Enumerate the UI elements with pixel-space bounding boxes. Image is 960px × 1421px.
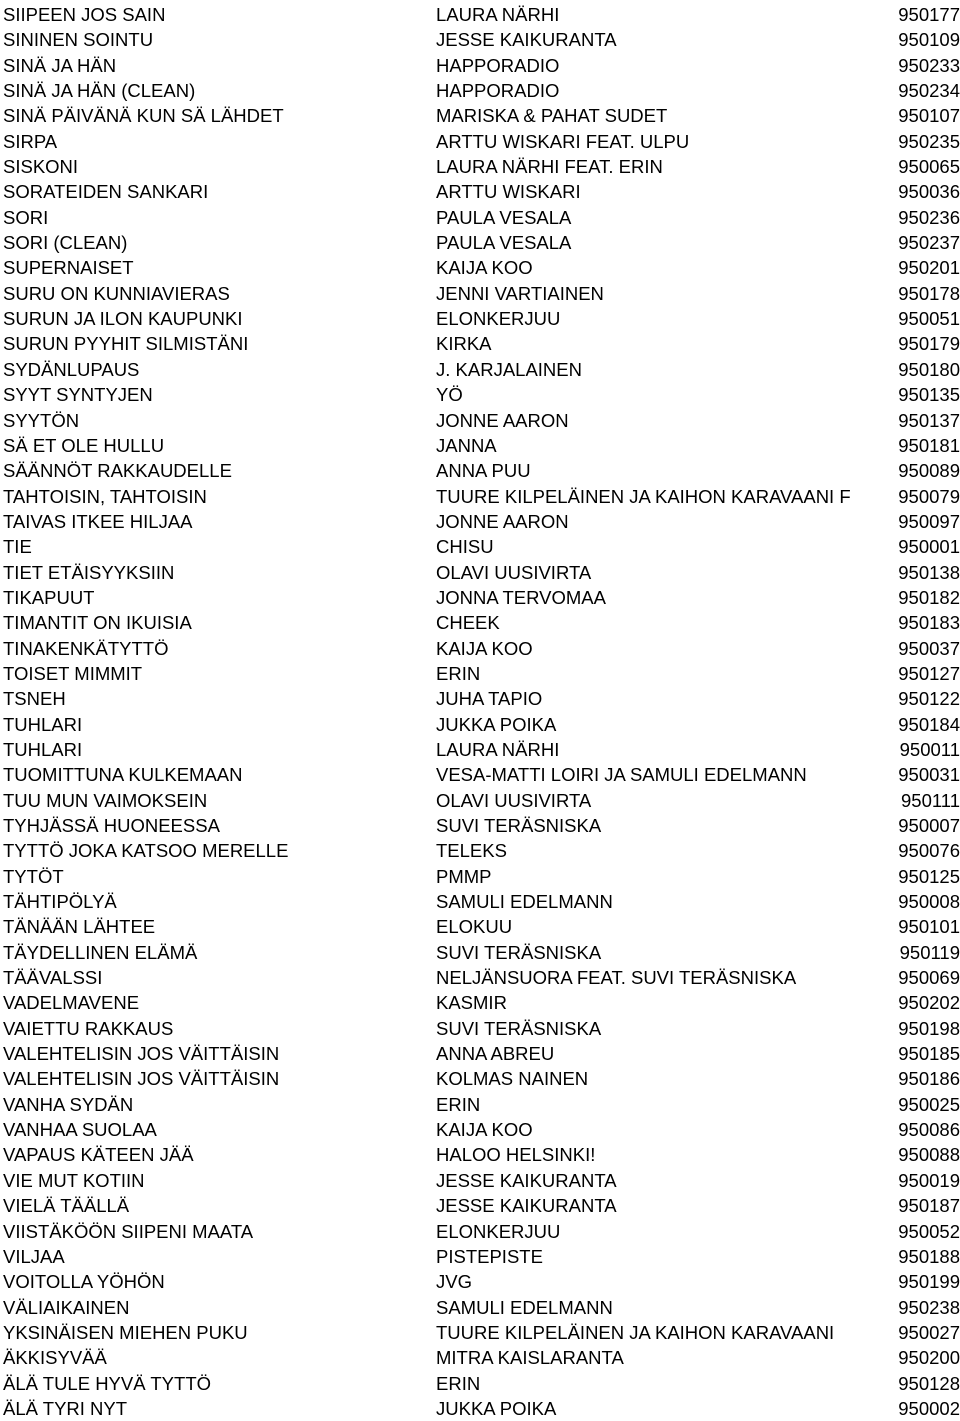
- song-artist: JONNA TERVOMAA: [436, 586, 606, 608]
- song-code: 950237: [893, 230, 960, 255]
- song-title: SÄ ET OLE HULLU: [3, 434, 165, 456]
- song-artist: KAIJA KOO: [436, 1119, 533, 1141]
- song-title: ÄLÄ TULE HYVÄ TYTTÖ: [3, 1372, 212, 1394]
- song-title: SURUN JA ILON KAUPUNKI: [3, 308, 243, 330]
- song-title: TYTÖT: [3, 865, 64, 887]
- song-title: VÄLIAIKAINEN: [3, 1296, 130, 1318]
- song-code: 950076: [893, 838, 960, 863]
- song-row: [0, 940, 960, 965]
- song-row: [0, 585, 960, 610]
- song-artist: SAMULI EDELMANN: [436, 1296, 613, 1318]
- song-artist: JONNE AARON: [436, 510, 569, 532]
- song-artist: SUVI TERÄSNISKA: [436, 815, 602, 836]
- song-title: TIET ETÄISYYKSIIN: [3, 561, 175, 583]
- song-title: TAIVAS ITKEE HILJAA: [3, 510, 193, 532]
- song-row: [0, 1371, 960, 1396]
- song-title: TYTTÖ JOKA KATSOO MERELLE: [3, 840, 289, 862]
- song-title: SIIPEEN JOS SAIN: [3, 4, 166, 25]
- song-row: [0, 331, 960, 356]
- song-code: 950236: [893, 205, 960, 230]
- song-code: 950031: [893, 762, 960, 787]
- song-row: [0, 53, 960, 78]
- song-row: [0, 1168, 960, 1193]
- song-row: [0, 281, 960, 306]
- song-title: TÄYDELLINEN ELÄMÄ: [3, 941, 198, 963]
- song-code: 950101: [893, 914, 960, 939]
- song-title: VIELÄ TÄÄLLÄ: [3, 1195, 130, 1217]
- song-artist: JANNA: [436, 434, 497, 456]
- song-code: 950186: [893, 1066, 960, 1091]
- song-artist: ERIN: [436, 662, 481, 684]
- song-artist: ELOKUU: [436, 916, 513, 938]
- song-artist: KAIJA KOO: [436, 637, 533, 659]
- song-row: [0, 458, 960, 483]
- song-artist: JENNI VARTIAINEN: [436, 282, 604, 304]
- song-row: [0, 965, 960, 990]
- song-artist: NELJÄNSUORA FEAT. SUVI TERÄSNISKA: [436, 967, 797, 989]
- song-row: [0, 1092, 960, 1117]
- song-title: TUOMITTUNA KULKEMAAN: [3, 764, 243, 786]
- song-row: [0, 686, 960, 711]
- song-code: 950234: [893, 78, 960, 103]
- song-row: [0, 864, 960, 889]
- song-row: [0, 129, 960, 154]
- song-row: [0, 534, 960, 559]
- song-row: [0, 382, 960, 407]
- song-artist: KAIJA KOO: [436, 257, 533, 279]
- song-code: 950109: [893, 27, 960, 52]
- song-row: [0, 813, 960, 838]
- song-code: 950122: [893, 686, 960, 711]
- song-title: TAHTOISIN, TAHTOISIN: [3, 485, 207, 507]
- song-row: [0, 788, 960, 813]
- song-row: [0, 1396, 960, 1421]
- song-title: TIKAPUUT: [3, 586, 95, 608]
- song-artist: JUKKA POIKA: [436, 713, 557, 735]
- song-title: VANHA SYDÄN: [3, 1093, 134, 1115]
- song-row: [0, 762, 960, 787]
- song-code: 950235: [893, 129, 960, 154]
- song-artist: TUURE KILPELÄINEN JA KAIHON KARAVAANI: [436, 1321, 835, 1343]
- song-artist: VESA-MATTI LOIRI JA SAMULI EDELMANN: [436, 764, 807, 786]
- song-title: TÄHTIPÖLYÄ: [3, 891, 117, 913]
- song-artist: CHEEK: [436, 612, 500, 634]
- song-row: [0, 661, 960, 686]
- song-artist: KIRKA: [436, 333, 492, 355]
- song-code: 950185: [893, 1041, 960, 1066]
- song-row: [0, 484, 960, 509]
- song-artist: LAURA NÄRHI: [436, 738, 560, 760]
- song-title: TOISET MIMMIT: [3, 662, 143, 684]
- song-artist: OLAVI UUSIVIRTA: [436, 561, 592, 583]
- song-row: [0, 610, 960, 635]
- song-row: [0, 636, 960, 661]
- song-row: [0, 889, 960, 914]
- song-title: TUHLARI: [3, 738, 83, 760]
- song-title: TINAKENKÄTYTTÖ: [3, 637, 169, 659]
- song-artist: KOLMAS NAINEN: [436, 1068, 589, 1090]
- song-title: TUHLARI: [3, 713, 83, 735]
- song-artist: LAURA NÄRHI: [436, 4, 560, 25]
- song-code: 950011: [893, 737, 960, 762]
- song-artist: JVG: [436, 1271, 472, 1293]
- song-artist: JUKKA POIKA: [436, 1397, 557, 1419]
- song-code: 950238: [893, 1295, 960, 1320]
- song-artist: PAULA VESALA: [436, 206, 572, 228]
- song-code: 950233: [893, 53, 960, 78]
- song-title: TUU MUN VAIMOKSEIN: [3, 789, 208, 811]
- song-title: SURU ON KUNNIAVIERAS: [3, 282, 230, 304]
- song-row: [0, 838, 960, 863]
- song-row: [0, 154, 960, 179]
- song-title: VILJAA: [3, 1245, 65, 1267]
- song-title: SORI (CLEAN): [3, 232, 128, 254]
- song-artist: YÖ: [436, 384, 463, 406]
- song-artist: LAURA NÄRHI FEAT. ERIN: [436, 156, 663, 178]
- song-artist: ARTTU WISKARI: [436, 181, 581, 203]
- song-title: TÄÄVALSSI: [3, 967, 103, 989]
- song-artist: CHISU: [436, 536, 494, 558]
- song-code: 950088: [893, 1142, 960, 1167]
- song-title: TIE: [3, 536, 32, 558]
- song-code: 950138: [893, 560, 960, 585]
- song-artist: ELONKERJUU: [436, 308, 561, 330]
- song-row: [0, 179, 960, 204]
- song-row: [0, 990, 960, 1015]
- song-title: SURUN PYYHIT SILMISTÄNI: [3, 333, 249, 355]
- song-title: SISKONI: [3, 156, 79, 178]
- song-title: SINÄ JA HÄN: [3, 54, 117, 76]
- song-code: 950187: [893, 1193, 960, 1218]
- song-code: 950177: [893, 2, 960, 27]
- song-code: 950086: [893, 1117, 960, 1142]
- song-code: 950135: [893, 382, 960, 407]
- song-code: 950202: [893, 990, 960, 1015]
- song-artist: ARTTU WISKARI FEAT. ULPU: [436, 130, 690, 152]
- song-code: 950201: [893, 255, 960, 280]
- song-row: [0, 1016, 960, 1041]
- song-row: [0, 408, 960, 433]
- song-code: 950008: [893, 889, 960, 914]
- song-code: 950002: [893, 1396, 960, 1421]
- song-title: TIMANTIT ON IKUISIA: [3, 612, 192, 634]
- song-artist: PISTEPISTE: [436, 1245, 543, 1267]
- song-row: [0, 357, 960, 382]
- song-row: [0, 1244, 960, 1269]
- song-artist: SUVI TERÄSNISKA: [436, 1017, 602, 1039]
- song-title: VIE MUT KOTIIN: [3, 1169, 145, 1191]
- song-code: 950065: [893, 154, 960, 179]
- song-artist: MARISKA & PAHAT SUDET: [436, 105, 668, 127]
- song-title: VANHAA SUOLAA: [3, 1119, 157, 1141]
- song-row: [0, 1295, 960, 1320]
- song-row: [0, 255, 960, 280]
- song-code: 950128: [893, 1371, 960, 1396]
- song-title: TYHJÄSSÄ HUONEESSA: [3, 815, 220, 836]
- song-code: 950178: [893, 281, 960, 306]
- song-artist: OLAVI UUSIVIRTA: [436, 789, 592, 811]
- song-code: 950037: [893, 636, 960, 661]
- song-title: VALEHTELISIN JOS VÄITTÄISIN: [3, 1043, 280, 1065]
- song-code: 950179: [893, 331, 960, 356]
- song-title: ÄLÄ TYRI NYT: [3, 1397, 128, 1419]
- song-row: [0, 712, 960, 737]
- song-title: VOITOLLA YÖHÖN: [3, 1271, 165, 1293]
- song-row: [0, 1269, 960, 1294]
- song-code: 950180: [893, 357, 960, 382]
- song-title: SIRPA: [3, 130, 58, 152]
- song-title: VAPAUS KÄTEEN JÄÄ: [3, 1144, 194, 1166]
- song-row: [0, 27, 960, 52]
- song-artist: ANNA PUU: [436, 460, 531, 482]
- song-title: VALEHTELISIN JOS VÄITTÄISIN: [3, 1068, 280, 1090]
- song-code: 950198: [893, 1016, 960, 1041]
- song-row: [0, 1117, 960, 1142]
- song-row: [0, 1041, 960, 1066]
- song-title: VADELMAVENE: [3, 992, 140, 1014]
- song-code: 950183: [893, 610, 960, 635]
- song-code: 950182: [893, 585, 960, 610]
- song-row: [0, 914, 960, 939]
- song-code: 950001: [893, 534, 960, 559]
- song-artist: TUURE KILPELÄINEN JA KAIHON KARAVAANI F: [436, 485, 851, 507]
- song-artist: PMMP: [436, 865, 492, 887]
- song-artist: PAULA VESALA: [436, 232, 572, 254]
- song-title: SORI: [3, 206, 49, 228]
- song-title: SININEN SOINTU: [3, 29, 154, 51]
- song-row: [0, 205, 960, 230]
- song-title: SYDÄNLUPAUS: [3, 358, 140, 380]
- song-code: 950089: [893, 458, 960, 483]
- song-code: 950007: [893, 813, 960, 838]
- song-row: [0, 560, 960, 585]
- song-row: [0, 103, 960, 128]
- song-row: [0, 433, 960, 458]
- song-row: [0, 1345, 960, 1370]
- song-artist: MITRA KAISLARANTA: [436, 1347, 624, 1369]
- song-artist: JESSE KAIKURANTA: [436, 1195, 617, 1217]
- song-title: SYYTÖN: [3, 409, 80, 431]
- song-code: 950036: [893, 179, 960, 204]
- song-row: [0, 509, 960, 534]
- song-artist: ELONKERJUU: [436, 1220, 561, 1242]
- song-row: [0, 2, 960, 27]
- song-code: 950181: [893, 433, 960, 458]
- song-title: TSNEH: [3, 688, 66, 710]
- song-title: SÄÄNNÖT RAKKAUDELLE: [3, 460, 232, 482]
- song-title: SYYT SYNTYJEN: [3, 384, 153, 406]
- song-code: 950125: [893, 864, 960, 889]
- song-title: SUPERNAISET: [3, 257, 134, 279]
- song-code: 950119: [893, 940, 960, 965]
- song-row: [0, 737, 960, 762]
- song-code: 950137: [893, 408, 960, 433]
- song-code: 950200: [893, 1345, 960, 1370]
- song-artist: ERIN: [436, 1372, 481, 1394]
- song-code: 950025: [893, 1092, 960, 1117]
- song-code: 950111: [893, 788, 960, 813]
- song-artist: HAPPORADIO: [436, 54, 560, 76]
- song-code: 950019: [893, 1168, 960, 1193]
- song-artist: HALOO HELSINKI!: [436, 1144, 596, 1166]
- song-artist: JESSE KAIKURANTA: [436, 1169, 617, 1191]
- song-row: [0, 1066, 960, 1091]
- song-artist: KASMIR: [436, 992, 507, 1014]
- song-artist: J. KARJALAINEN: [436, 358, 582, 380]
- song-code: 950097: [893, 509, 960, 534]
- song-row: [0, 1320, 960, 1345]
- song-title: VIISTÄKÖÖN SIIPENI MAATA: [3, 1220, 254, 1242]
- song-artist: JONNE AARON: [436, 409, 569, 431]
- song-title: SINÄ JA HÄN (CLEAN): [3, 80, 196, 102]
- song-code: 950199: [893, 1269, 960, 1294]
- song-code: 950051: [893, 306, 960, 331]
- song-code: 950027: [893, 1320, 960, 1345]
- song-code: 950188: [893, 1244, 960, 1269]
- song-title: SORATEIDEN SANKARI: [3, 181, 209, 203]
- song-title: YKSINÄISEN MIEHEN PUKU: [3, 1321, 248, 1343]
- song-row: [0, 1219, 960, 1244]
- song-row: [0, 230, 960, 255]
- song-artist: JUHA TAPIO: [436, 688, 543, 710]
- song-code: 950127: [893, 661, 960, 686]
- song-code: 950107: [893, 103, 960, 128]
- song-title: SINÄ PÄIVÄNÄ KUN SÄ LÄHDET: [3, 105, 284, 127]
- song-artist: HAPPORADIO: [436, 80, 560, 102]
- song-artist: TELEKS: [436, 840, 507, 862]
- song-code: 950069: [893, 965, 960, 990]
- song-code: 950184: [893, 712, 960, 737]
- song-artist: JESSE KAIKURANTA: [436, 29, 617, 51]
- song-artist: ANNA ABREU: [436, 1043, 555, 1065]
- song-title: ÄKKISYVÄÄ: [3, 1347, 107, 1369]
- song-row: [0, 78, 960, 103]
- song-artist: SAMULI EDELMANN: [436, 891, 613, 913]
- song-code: 950052: [893, 1219, 960, 1244]
- song-row: [0, 306, 960, 331]
- song-artist: SUVI TERÄSNISKA: [436, 941, 602, 963]
- song-title: VAIETTU RAKKAUS: [3, 1017, 174, 1039]
- song-row: [0, 1193, 960, 1218]
- song-artist: ERIN: [436, 1093, 481, 1115]
- song-title: TÄNÄÄN LÄHTEE: [3, 916, 156, 938]
- song-code: 950079: [893, 484, 960, 509]
- song-row: [0, 1142, 960, 1167]
